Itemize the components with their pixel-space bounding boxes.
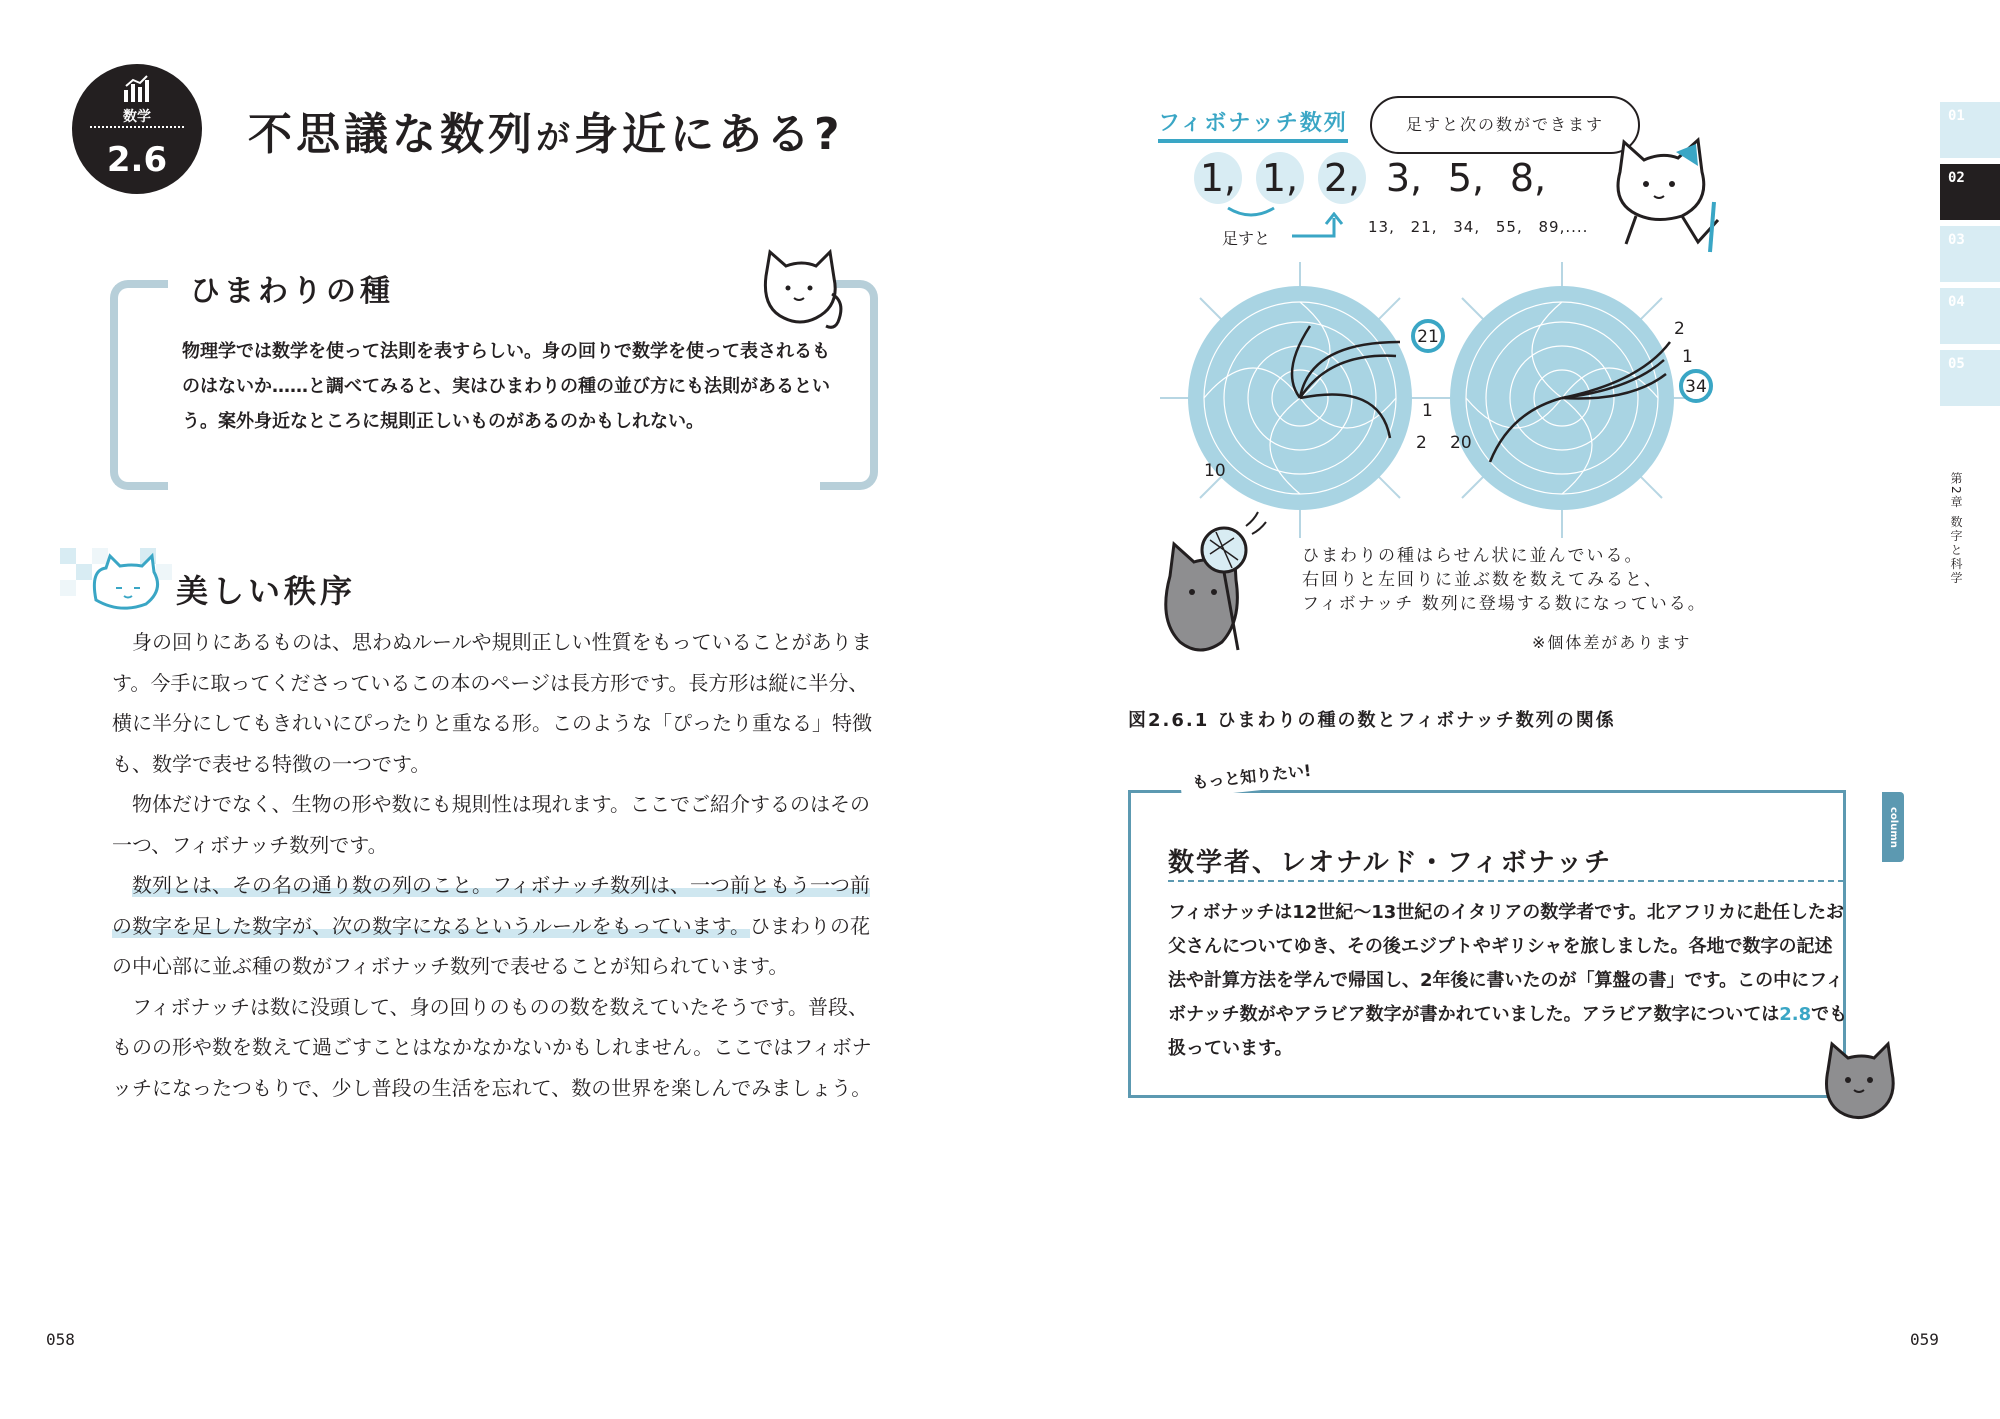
spiral-label-right-2: 2 [1674,319,1685,339]
section-badge [72,64,202,194]
paragraph-3 [112,865,874,987]
section-reference-link[interactable]: 2.8 [1779,1004,1812,1025]
title-ga: が [536,118,574,158]
column-text-before: フィボナッチは12世紀〜13世紀のイタリアの数学者です。北アフリカに赴任したお父さんについてゆき、その後エジプトやギリシャを旅しました。各地で数字の記述法や計算方法を学んで帰国し、2年後に書いたのが「算盤の書」です。この中にフィボナッチ数がやアラビア数字が書かれていました。アラビア数字については [1168,902,1844,1025]
column-tag: もっと知りたい! [1179,753,1325,799]
highlighted-text: 数列とは、その名の通り数の列のこと。フィボナッチ数列は、一つ前ともう一つ前の数字を足した数字が、次の数字になるというルールをもっています。 [112,873,870,938]
sunflower-spiral-diagram [1160,262,1720,538]
add-label: 足すと [1222,229,1271,248]
seq-term-2: 1, [1256,152,1304,204]
paragraph-1: 身の回りにあるものは、思わぬルールや規則正しい性質をもっていることがあります。今手に取ってくださっているこの本のページは長方形です。長方形は縦に半分、横に半分にしてもきれいにぴったりと重なる形。このような「ぴったり重なる」特徴も、数学で表せる特徴の一つです。 [112,630,872,776]
caption-line-3: フィボナッチ 数列に登場する数になっている。 [1302,594,1707,614]
badge-number: 2.6 [106,140,168,180]
section-title: 美しい秩序 [176,572,357,610]
paragraph-2: 物体だけでなく、生物の形や数にも規則性は現れます。ここでご紹介するのはその一つ、フィボナッチ数列です。 [112,792,870,857]
spiral-label-20: 20 [1450,433,1472,453]
paragraph-3-rest: ひまわりの花の中心部に並ぶ種の数がフィボナッチ数列で表せることが知られています。 [112,913,870,978]
brace-icon [1226,206,1276,222]
cat-with-sunflower-icon [1150,510,1280,660]
page-number-left: 058 [46,1330,75,1349]
badge-divider [90,126,184,128]
column-divider [1168,880,1844,882]
chart-icon [122,74,152,104]
spiral-label-right-1: 1 [1682,347,1693,367]
gray-cat-icon [1820,1036,1902,1122]
column-side-label: column [1882,792,1904,862]
column-title: 数学者、レオナルド・フィボナッチ [1168,848,1613,878]
column-text [1168,896,1848,1066]
title-part1: 不思議な数列 [248,109,536,160]
chapter-tab-02-active[interactable]: 02 [1940,164,2000,220]
arrow-up-icon [1290,212,1346,242]
fibonacci-label: フィボナッチ数列 [1158,106,1348,143]
caption-line-1: ひまわりの種はらせん状に並んでいる。 [1302,546,1644,566]
cat-illustration-icon [756,246,848,332]
spiral-label-1: 1 [1422,401,1433,421]
caption-line-2: 右回りと左回りに並ぶ数を数えてみると、 [1302,570,1663,590]
intro-text: 物理学では数学を使って法則を表すらしい。身の回りで数学を使って表されるものはないか……と調べてみると、実はひまわりの種の並び方にも法則があるという。案外身近なところに規則正しいものがあるのかもしれない。 [182,341,830,432]
chapter-tab-01[interactable]: 01 [1940,102,2000,158]
sunflower-caption [1302,544,1707,616]
seq-term-1: 1, [1194,152,1242,204]
chapter-tab-05[interactable]: 05 [1940,350,2000,406]
figure-caption: 図2.6.1 ひまわりの種の数とフィボナッチ数列の関係 [1128,710,1616,731]
page-number-right: 059 [1910,1330,1939,1349]
seq-term-6: 8, [1509,156,1547,200]
paragraph-4: フィボナッチは数に没頭して、身の回りのものの数を数えていたそうです。普段、ものの形や数を数えて過ごすことはなかなかないかもしれません。ここではフィボナッチになったつもりで、少し普段の生活を忘れて、数の世界を楽しんでみましょう。 [112,994,872,1100]
badge-subject: 数学 [123,109,151,125]
bracket-left [110,280,168,490]
seq-term-3: 2, [1318,152,1366,204]
spiral-label-34: 34 [1685,377,1707,397]
speech-bubble: 足すと次の数ができます [1370,96,1640,154]
column-text-after: でも扱っています。 [1168,1004,1848,1059]
spiral-label-2: 2 [1416,433,1427,453]
chapter-side-label: 第2章 数字と科学 [1949,472,1963,586]
chapter-tab-03[interactable]: 03 [1940,226,2000,282]
page-title [248,98,844,162]
seq-term-5: 5, [1447,156,1485,200]
chapter-tab-04[interactable]: 04 [1940,288,2000,344]
sequence-continuation: 13, 21, 34, 55, 89,.... [1368,218,1589,236]
intro-title: ひまわりの種 [182,266,402,310]
individual-difference-note: ※個体差があります [1532,633,1692,652]
fibonacci-sequence [1194,152,1566,204]
spiral-label-21: 21 [1417,327,1439,347]
cat-head-icon [60,548,172,614]
title-part2: 身近にある? [574,109,844,160]
seq-term-4: 3, [1385,156,1423,200]
body-text [112,622,874,1108]
spiral-label-10: 10 [1204,461,1226,481]
cat-with-pointer-icon [1606,132,1724,256]
